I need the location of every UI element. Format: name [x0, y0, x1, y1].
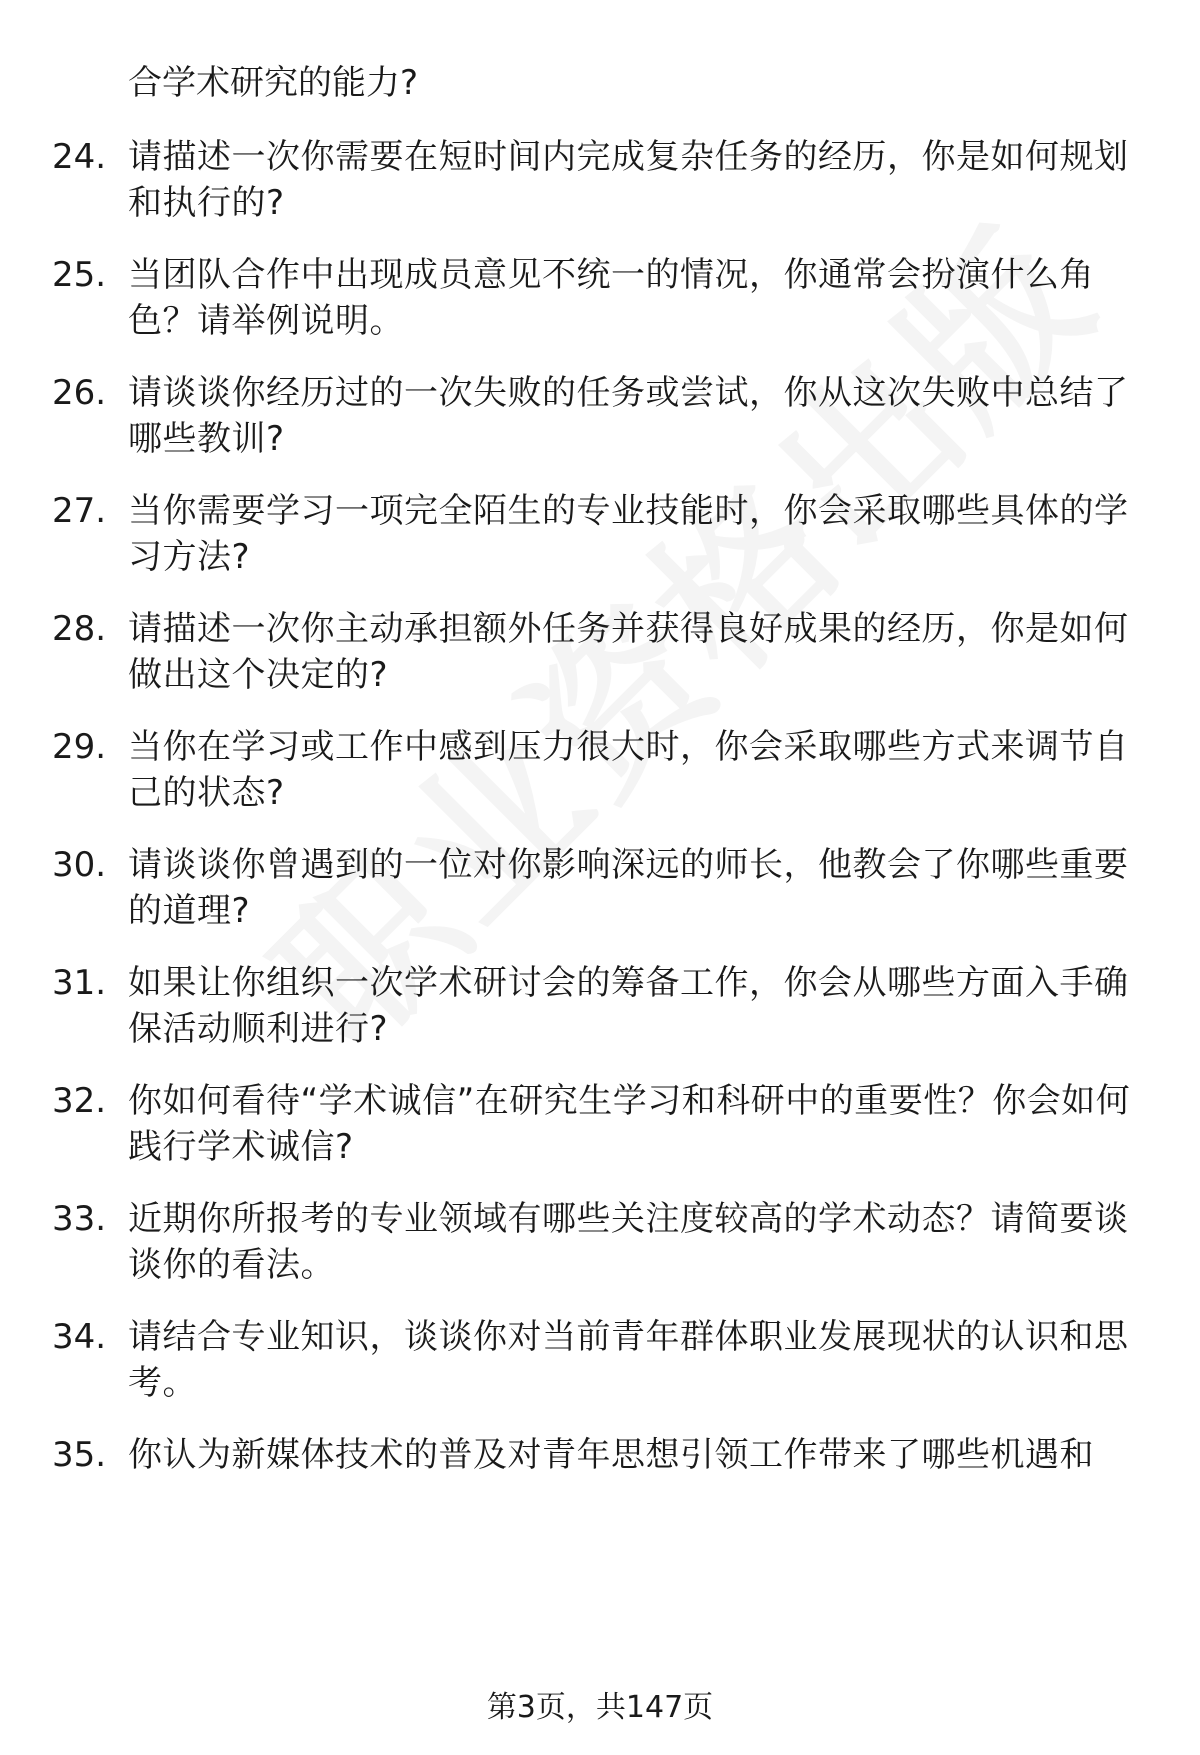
question-text: 近期你所报考的专业领域有哪些关注度较高的学术动态？请简要谈谈你的看法。 [128, 1199, 1129, 1285]
question-number: 33. [52, 1199, 107, 1239]
question-number: 27. [52, 491, 107, 531]
question-number: 29. [52, 727, 107, 767]
question-number: 25. [52, 255, 107, 295]
question-number: 31. [52, 963, 107, 1003]
question-text: 当团队合作中出现成员意见不统一的情况，你通常会扮演什么角色？请举例说明。 [128, 255, 1094, 341]
question-text: 当你需要学习一项完全陌生的专业技能时，你会采取哪些具体的学习方法? [128, 491, 1129, 577]
question-item [0, 1196, 1200, 1296]
question-number: 30. [52, 845, 107, 885]
question-item [0, 1432, 1200, 1532]
question-item [0, 724, 1200, 824]
question-text: 如果让你组织一次学术研讨会的筹备工作，你会从哪些方面入手确保活动顺利进行? [128, 963, 1129, 1049]
question-text: 请结合专业知识，谈谈你对当前青年群体职业发展现状的认识和思考。 [128, 1317, 1129, 1403]
question-number: 26. [52, 373, 107, 413]
question-item [0, 134, 1200, 234]
question-text: 请描述一次你主动承担额外任务并获得良好成果的经历，你是如何做出这个决定的? [128, 609, 1129, 695]
question-item [0, 1078, 1200, 1178]
question-item [0, 252, 1200, 352]
question-text: 请描述一次你需要在短时间内完成复杂任务的经历，你是如何规划和执行的? [128, 137, 1129, 223]
question-number: 28. [52, 609, 107, 649]
question-text: 请谈谈你经历过的一次失败的任务或尝试，你从这次失败中总结了哪些教训? [128, 373, 1129, 459]
question-item [0, 370, 1200, 470]
question-number: 35. [52, 1435, 107, 1475]
question-text: 你认为新媒体技术的普及对青年思想引领工作带来了哪些机遇和 [128, 1435, 1094, 1475]
question-text: 你如何看待“学术诚信”在研究生学习和科研中的重要性？你会如何践行学术诚信? [128, 1081, 1131, 1167]
question-text: 请谈谈你曾遇到的一位对你影响深远的师长，他教会了你哪些重要的道理? [128, 845, 1129, 931]
question-number: 34. [52, 1317, 107, 1357]
question-item [0, 606, 1200, 706]
question-item [0, 960, 1200, 1060]
question-item [0, 1314, 1200, 1414]
question-number: 32. [52, 1081, 107, 1121]
question-item [0, 842, 1200, 942]
page-number-footer: 第3页，共147页 [486, 1690, 714, 1725]
question-item [0, 488, 1200, 588]
question-continuation: 合学术研究的能力? [128, 63, 419, 103]
question-number: 24. [52, 137, 107, 177]
question-text: 当你在学习或工作中感到压力很大时，你会采取哪些方式来调节自己的状态? [128, 727, 1129, 813]
